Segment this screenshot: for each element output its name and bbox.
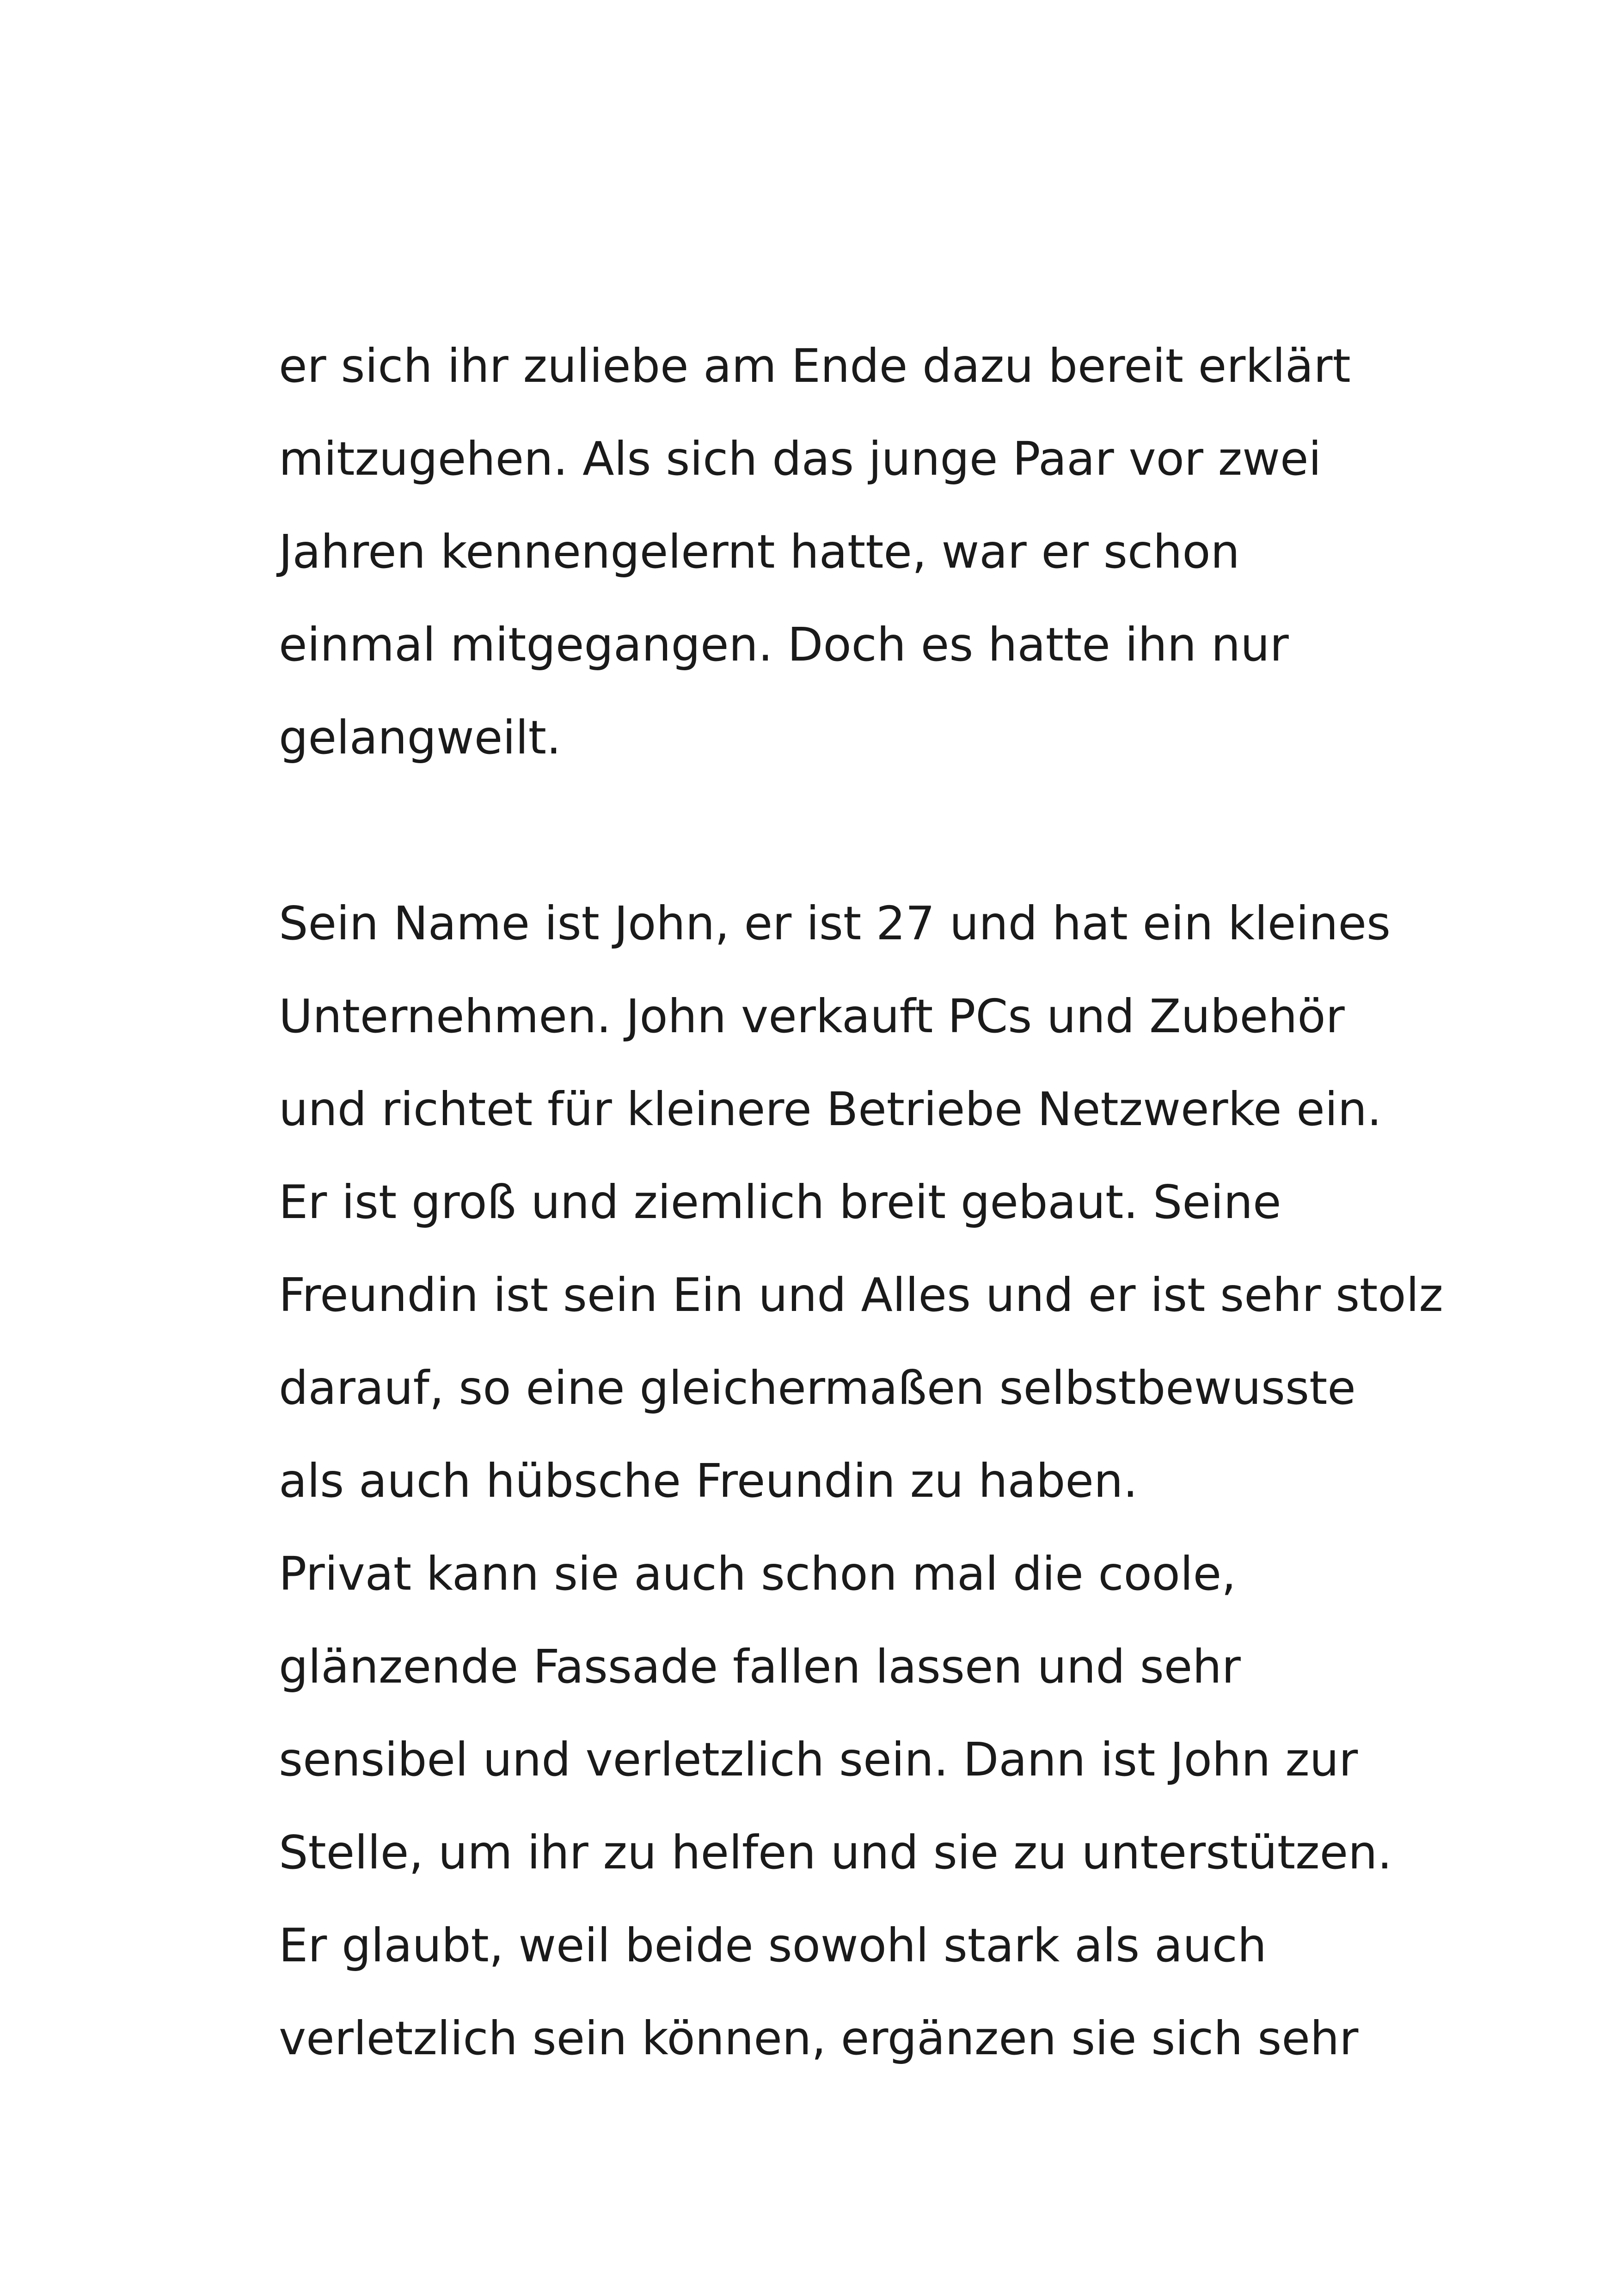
text-line: darauf, so eine gleichermaßen selbstbewusste: [279, 1361, 1356, 1415]
text-line: verletzlich sein können, ergänzen sie sich sehr: [279, 2011, 1359, 2065]
text-line: Jahren kennengelernt hatte, war er schon: [279, 525, 1240, 579]
text-line: sensibel und verletzlich sein. Dann ist John zur: [279, 1733, 1358, 1787]
text-line: und richtet für kleinere Betriebe Netzwerke ein.: [279, 1082, 1382, 1136]
text-line: einmal mitgegangen. Doch es hatte ihn nur: [279, 618, 1289, 672]
paragraph-1: [279, 319, 1388, 784]
text-line: er sich ihr zuliebe am Ende dazu bereit erklärt: [279, 339, 1351, 393]
text-line: Sein Name ist John, er ist 27 und hat ein kleines: [279, 896, 1391, 950]
paragraph-break: [279, 784, 1388, 877]
text-line: Privat kann sie auch schon mal die coole,: [279, 1547, 1236, 1601]
text-line: glänzende Fassade fallen lassen und sehr: [279, 1640, 1241, 1694]
paragraph-2: [279, 877, 1443, 2085]
text-line: Unternehmen. John verkauft PCs und Zubehör: [279, 989, 1345, 1043]
text-line: Freundin ist sein Ein und Alles und er ist sehr stolz: [279, 1268, 1443, 1322]
text-line: als auch hübsche Freundin zu haben.: [279, 1454, 1138, 1508]
text-line: mitzugehen. Als sich das junge Paar vor zwei: [279, 432, 1322, 486]
text-line: gelangweilt.: [279, 710, 561, 765]
text-line: Er ist groß und ziemlich breit gebaut. Seine: [279, 1175, 1281, 1229]
text-line: Stelle, um ihr zu helfen und sie zu unterstützen.: [279, 1825, 1392, 1880]
body-text: [279, 319, 1443, 2085]
text-line: Er glaubt, weil beide sowohl stark als auch: [279, 1918, 1267, 1972]
